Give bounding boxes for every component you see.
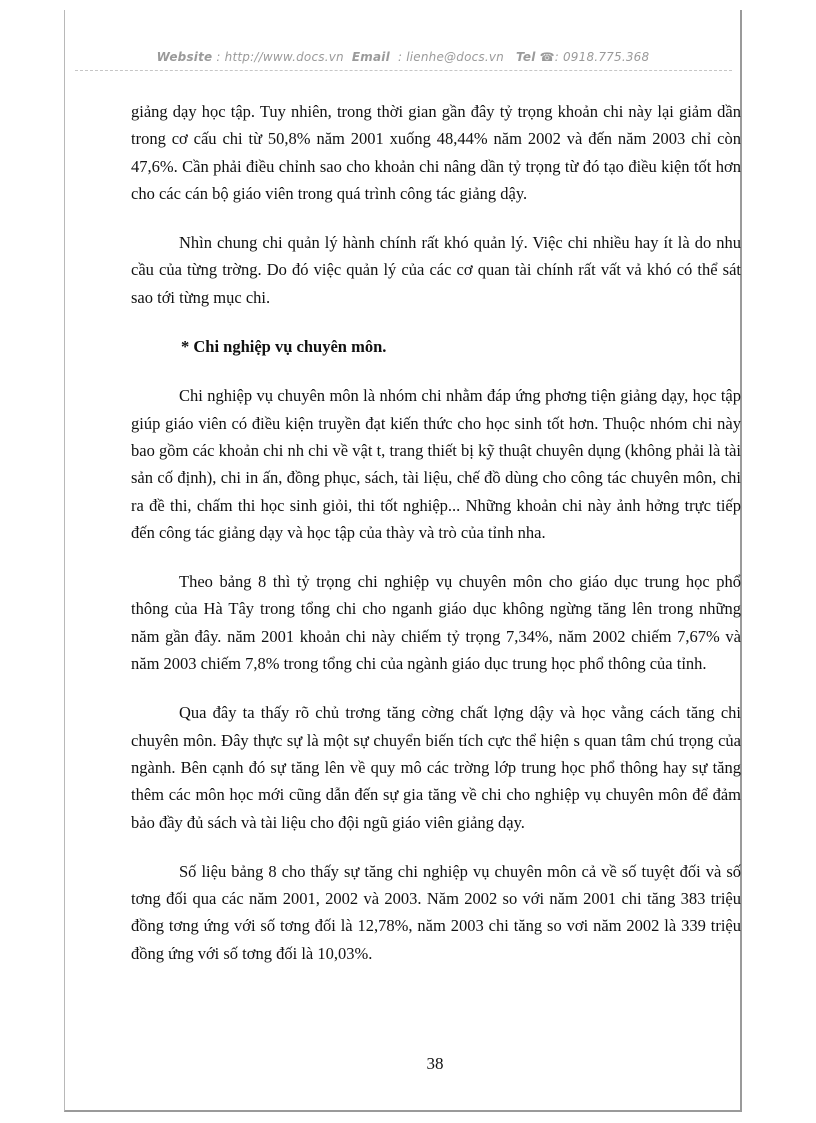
section-heading: * Chi nghiệp vụ chuyên môn.	[181, 337, 387, 357]
paragraph-1: giảng dạy học tập. Tuy nhiên, trong thời gian gần đây tỷ trọng khoản chi này lại giảm dần trong cơ cấu chi từ 50,8% năm 2001 xuống 48,44% năm 2002 và đến năm 2003 chỉ còn 47,6%. Cần phải điều chỉnh sao cho khoản chi nâng dần tỷ trọng từ đó tạo điều kiện tốt hơn cho các cán bộ giáo viên trong quá trình công tác giảng dậy.	[131, 102, 741, 203]
paragraph-3: Chi nghiệp vụ chuyên môn là nhóm chi nhằm đáp ứng phơng tiện giảng dạy, học tập giúp giáo viên có điều kiện truyền đạt kiến thức cho học sinh tốt hơn. Thuộc nhóm chi này bao gồm các khoản chi nh chi về vật t, trang thiết bị kỹ thuật chuyên dụng (không phải là tài sản cố định), chi in ấn, đồng phục, sách, tài liệu, chế đồ dùng cho công tác chuyên môn, chi ra đề thi, chấm thi học sinh giỏi, thi tốt nghiệp... Những khoản chi này ảnh hởng trực tiếp đến công tác giảng dạy và học tập của thày và trò của tỉnh nha.	[131, 386, 741, 542]
paragraph-4: Theo bảng 8 thì tỷ trọng chi nghiệp vụ chuyên môn cho giáo dục trung học phổ thông của Hà Tây trong tổng chi cho nganh giáo dục không ngừng tăng lên trong những năm gần đây. năm 2001 khoản chi này chiếm tỷ trọng 7,34%, năm 2002 chiếm 7,67% và năm 2003 chiếm 7,8% trong tổng chi của ngành giáo dục trung học phổ thông của tỉnh.	[131, 572, 741, 674]
page-header	[64, 50, 742, 64]
email-link[interactable]: : lienhe@docs.vn	[397, 50, 504, 64]
tel-value: ☎: 0918.775.368	[539, 50, 650, 64]
website-label: Website	[156, 50, 213, 64]
document-body	[131, 98, 741, 967]
tel-label: Tel	[516, 50, 536, 64]
website-link[interactable]: : http://www.docs.vn	[216, 50, 344, 64]
email-label: Email	[351, 50, 390, 64]
paragraph-6: Số liệu bảng 8 cho thấy sự tăng chi nghiệp vụ chuyên môn cả về số tuyệt đối và số tơng đối qua các năm 2001, 2002 và 2003. Năm 2002 so với năm 2001 chi tăng 383 triệu đồng tơng ứng với số tơng đối là 12,78%, năm 2003 chi tăng so vơi năm 2002 là 339 triệu đồng ứng với số tơng đối là 10,03%.	[131, 861, 741, 963]
header-divider	[75, 70, 732, 71]
paragraph-5: Qua đây ta thấy rõ chủ trơng tăng cờng chất lợng dậy và học vằng cách tăng chi chuyên môn. Đây thực sự là một sự chuyển biến tích cực thể hiện s quan tâm chú trọng của ngành. Bên cạnh đó sự tăng lên về quy mô các trờng lớp trung học phổ thông hay sự tăng thêm các môn học mới cũng dẫn đến sự gia tăng về chi cho nghiệp vụ chuyên môn để đảm bảo đầy đủ sách và tài liệu cho đội ngũ giáo viên giảng dạy.	[131, 703, 741, 832]
paragraph-2: Nhìn chung chi quản lý hành chính rất khó quản lý. Việc chi nhiều hay ít là do nhu cầu của từng trờng. Do đó việc quản lý của các cơ quan tài chính rất vất vả khó có thể sát sao tới từng mục chi.	[131, 233, 741, 307]
page-number: 38	[426, 1054, 444, 1073]
